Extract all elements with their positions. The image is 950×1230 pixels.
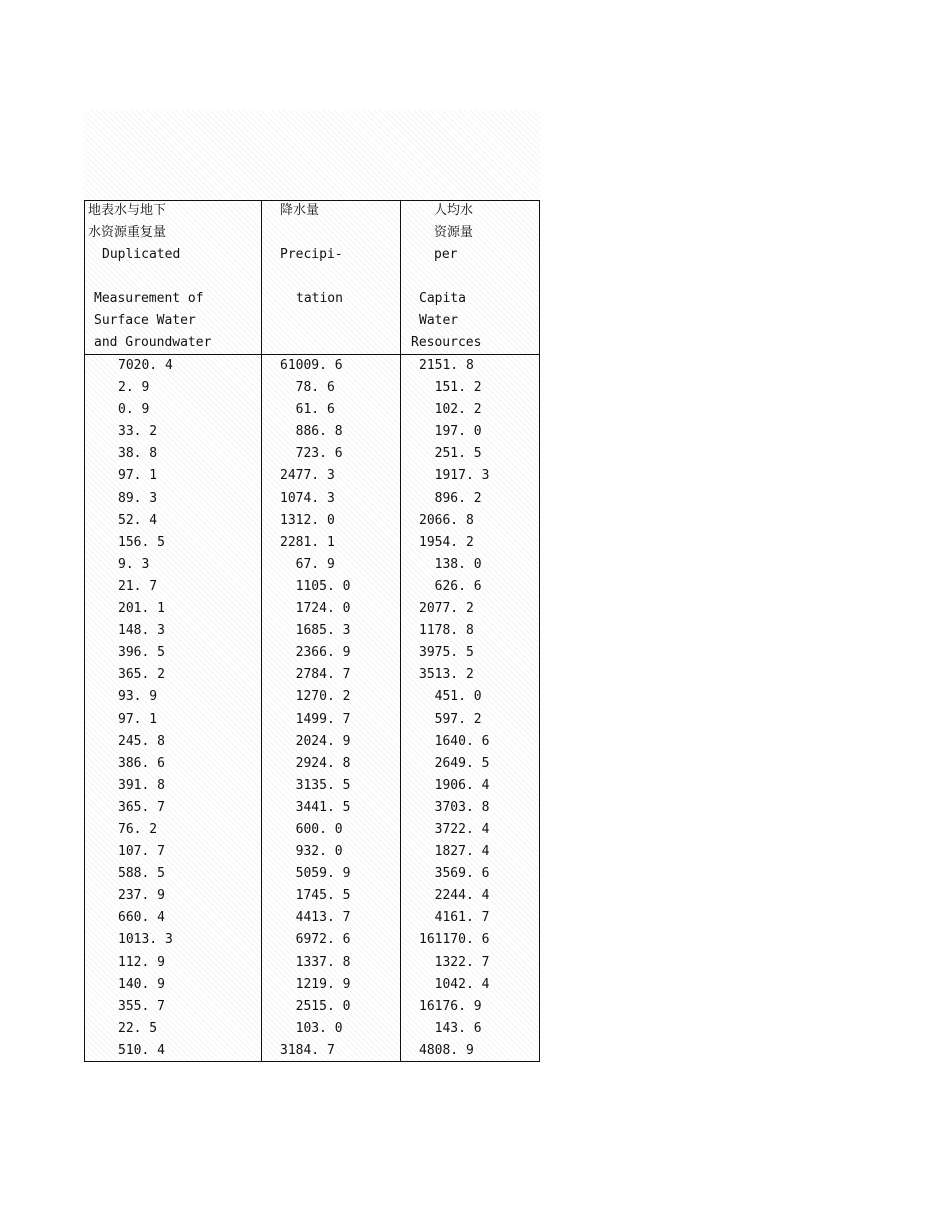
col3-header-en-line2: Capita (419, 291, 466, 306)
duplicated-cell: 391. 8 (118, 777, 165, 793)
duplicated-cell: 89. 3 (118, 490, 158, 506)
per-capita-cell: 1042. 4 (419, 976, 490, 992)
per-capita-cell: 3703. 8 (419, 799, 490, 815)
precipitation-cell: 2477. 3 (280, 468, 335, 484)
duplicated-cell: 38. 8 (118, 446, 158, 462)
per-capita-cell: 626. 6 (419, 578, 482, 594)
col3-header-en-line1: per (434, 247, 458, 262)
col1-header-en-line3: Surface Water (94, 313, 196, 328)
per-capita-cell: 102. 2 (419, 402, 482, 418)
precipitation-cell: 1312. 0 (280, 512, 335, 528)
precipitation-cell: 1685. 3 (280, 623, 351, 639)
precipitation-cell: 3441. 5 (280, 799, 351, 815)
duplicated-cell: 22. 5 (118, 1020, 158, 1036)
per-capita-cell: 2649. 5 (419, 755, 490, 771)
col1-header-zh-line2: 水资源重复量 (88, 225, 167, 240)
per-capita-cell: 2077. 2 (419, 601, 474, 617)
precipitation-cell: 1105. 0 (280, 578, 351, 594)
precipitation-cell: 6972. 6 (280, 932, 351, 948)
col2-header-en-line2: tation (296, 291, 343, 306)
precipitation-cell: 1219. 9 (280, 976, 351, 992)
duplicated-cell: 588. 5 (118, 866, 165, 882)
precipitation-cell: 2784. 7 (280, 667, 351, 683)
duplicated-cell: 148. 3 (118, 623, 165, 639)
precipitation-cell: 1337. 8 (280, 954, 351, 970)
precipitation-cell: 1270. 2 (280, 689, 351, 705)
per-capita-cell: 2066. 8 (419, 512, 474, 528)
column-divider (400, 200, 401, 1062)
precipitation-cell: 2024. 9 (280, 733, 351, 749)
precipitation-cell: 932. 0 (280, 844, 343, 860)
precipitation-cell: 1074. 3 (280, 490, 335, 506)
duplicated-cell: 660. 4 (118, 910, 165, 926)
precipitation-cell: 5059. 9 (280, 866, 351, 882)
duplicated-cell: 76. 2 (118, 821, 158, 837)
column-per-capita-values (419, 355, 489, 1062)
per-capita-cell: 1917. 3 (419, 468, 490, 484)
per-capita-cell: 161170. 6 (419, 932, 490, 948)
precipitation-cell: 67. 9 (280, 556, 335, 572)
header-background-pattern (84, 110, 540, 200)
per-capita-cell: 896. 2 (419, 490, 482, 506)
col2-header-en-line1: Precipi- (280, 247, 343, 262)
precipitation-cell: 4413. 7 (280, 910, 351, 926)
precipitation-cell: 78. 6 (280, 380, 335, 396)
per-capita-cell: 2244. 4 (419, 888, 490, 904)
duplicated-cell: 7020. 4 (118, 358, 173, 373)
col1-header-en-line4: and Groundwater (94, 335, 212, 350)
duplicated-cell: 355. 7 (118, 998, 165, 1014)
precipitation-cell: 2281. 1 (280, 534, 335, 550)
precipitation-cell: 61009. 6 (280, 358, 343, 373)
precipitation-cell: 2515. 0 (280, 998, 351, 1014)
per-capita-cell: 451. 0 (419, 689, 482, 705)
per-capita-cell: 4808. 9 (419, 1042, 474, 1058)
precipitation-cell: 3184. 7 (280, 1042, 335, 1058)
per-capita-cell: 3722. 4 (419, 821, 490, 837)
precipitation-cell: 723. 6 (280, 446, 343, 462)
precipitation-cell: 2924. 8 (280, 755, 351, 771)
duplicated-cell: 1013. 3 (118, 932, 173, 948)
per-capita-cell: 138. 0 (419, 556, 482, 572)
per-capita-cell: 2151. 8 (419, 358, 474, 373)
duplicated-cell: 52. 4 (118, 512, 158, 528)
col1-header-en-line1: Duplicated (102, 247, 181, 262)
per-capita-cell: 1827. 4 (419, 844, 490, 860)
precipitation-cell: 61. 6 (280, 402, 335, 418)
col2-header-zh-line1: 降水量 (280, 203, 320, 218)
column-precipitation-values (280, 355, 350, 1062)
duplicated-cell: 93. 9 (118, 689, 158, 705)
per-capita-cell: 4161. 7 (419, 910, 490, 926)
duplicated-cell: 97. 1 (118, 711, 158, 727)
duplicated-cell: 107. 7 (118, 844, 165, 860)
duplicated-cell: 396. 5 (118, 645, 165, 661)
duplicated-cell: 386. 6 (118, 755, 165, 771)
per-capita-cell: 1640. 6 (419, 733, 490, 749)
per-capita-cell: 143. 6 (419, 1020, 482, 1036)
precipitation-cell: 1499. 7 (280, 711, 351, 727)
col3-header-zh-line1: 人均水 (434, 203, 474, 218)
per-capita-cell: 1178. 8 (419, 623, 474, 639)
column-duplicated-values (118, 355, 173, 1062)
per-capita-cell: 151. 2 (419, 380, 482, 396)
duplicated-cell: 365. 7 (118, 799, 165, 815)
per-capita-cell: 16176. 9 (419, 998, 482, 1014)
duplicated-cell: 33. 2 (118, 424, 158, 440)
col3-header-zh-line2: 资源量 (434, 225, 474, 240)
duplicated-cell: 2. 9 (118, 380, 150, 396)
duplicated-cell: 201. 1 (118, 601, 165, 617)
per-capita-cell: 3569. 6 (419, 866, 490, 882)
col1-header-en-line2: Measurement of (94, 291, 204, 306)
per-capita-cell: 251. 5 (419, 446, 482, 462)
per-capita-cell: 1954. 2 (419, 534, 474, 550)
duplicated-cell: 156. 5 (118, 534, 165, 550)
per-capita-cell: 3513. 2 (419, 667, 474, 683)
per-capita-cell: 1322. 7 (419, 954, 490, 970)
column-divider (261, 200, 262, 1062)
duplicated-cell: 0. 9 (118, 402, 150, 418)
duplicated-cell: 237. 9 (118, 888, 165, 904)
duplicated-cell: 9. 3 (118, 556, 150, 572)
per-capita-cell: 1906. 4 (419, 777, 490, 793)
precipitation-cell: 1745. 5 (280, 888, 351, 904)
duplicated-cell: 510. 4 (118, 1042, 165, 1058)
duplicated-cell: 245. 8 (118, 733, 165, 749)
precipitation-cell: 3135. 5 (280, 777, 351, 793)
duplicated-cell: 21. 7 (118, 578, 158, 594)
col3-header-en-line4: Resources (411, 335, 482, 350)
duplicated-cell: 140. 9 (118, 976, 165, 992)
duplicated-cell: 112. 9 (118, 954, 165, 970)
duplicated-cell: 97. 1 (118, 468, 158, 484)
precipitation-cell: 2366. 9 (280, 645, 351, 661)
col3-header-en-line3: Water (419, 313, 459, 328)
per-capita-cell: 597. 2 (419, 711, 482, 727)
per-capita-cell: 197. 0 (419, 424, 482, 440)
duplicated-cell: 365. 2 (118, 667, 165, 683)
precipitation-cell: 886. 8 (280, 424, 343, 440)
precipitation-cell: 103. 0 (280, 1020, 343, 1036)
precipitation-cell: 1724. 0 (280, 601, 351, 617)
per-capita-cell: 3975. 5 (419, 645, 474, 661)
precipitation-cell: 600. 0 (280, 821, 343, 837)
col1-header-zh-line1: 地表水与地下 (88, 203, 167, 218)
